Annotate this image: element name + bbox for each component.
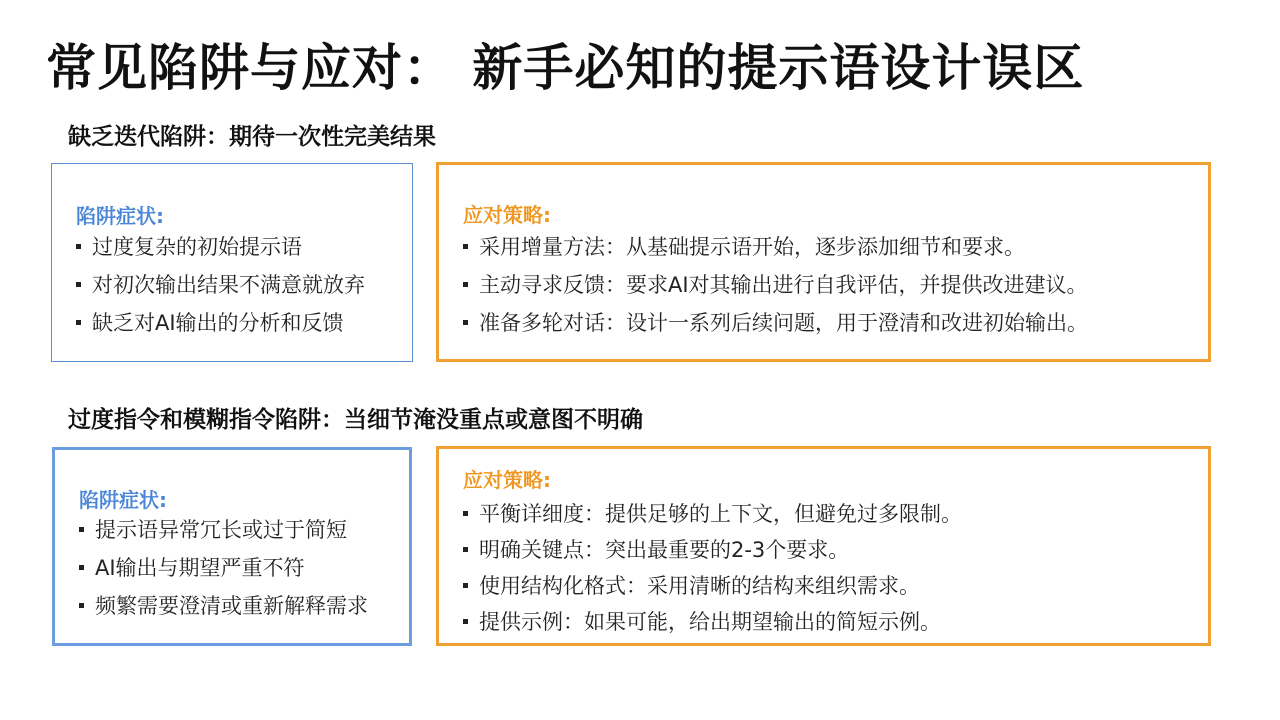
bullet-icon [76,282,81,287]
list-item: 频繁需要澄清或重新解释需求 [79,596,368,617]
strategies-list [463,504,962,633]
list-item: 提供示例：如果可能，给出期望输出的简短示例。 [463,612,962,633]
slide-title: 常见陷阱与应对： 新手必知的提示语设计误区 [46,39,1085,97]
bullet-icon [463,511,468,516]
list-item: 缺乏对AI输出的分析和反馈 [76,313,365,334]
bullet-icon [76,320,81,325]
symptoms-title: 陷阱症状: [76,204,164,228]
bullet-icon [463,583,468,588]
strategies-box-instructions [436,446,1211,646]
symptoms-box-instructions [52,447,412,646]
list-item: 准备多轮对话：设计一系列后续问题，用于澄清和改进初始输出。 [463,313,1088,334]
bullet-icon [79,603,84,608]
list-item: 过度复杂的初始提示语 [76,237,365,258]
symptoms-list [79,520,368,617]
list-item: 平衡详细度：提供足够的上下文，但避免过多限制。 [463,504,962,525]
strategies-title: 应对策略: [463,203,551,227]
bullet-icon [463,244,468,249]
list-item: 主动寻求反馈：要求AI对其输出进行自我评估，并提供改进建议。 [463,275,1088,296]
list-item: 采用增量方法：从基础提示语开始，逐步添加细节和要求。 [463,237,1088,258]
bullet-icon [463,320,468,325]
bullet-icon [463,547,468,552]
bullet-icon [79,527,84,532]
list-item: 明确关键点：突出最重要的2-3个要求。 [463,540,962,561]
list-item: 使用结构化格式：采用清晰的结构来组织需求。 [463,576,962,597]
symptoms-list [76,237,365,334]
section-heading-instructions: 过度指令和模糊指令陷阱：当细节淹没重点或意图不明确 [68,407,643,433]
list-item: 提示语异常冗长或过于简短 [79,520,368,541]
bullet-icon [463,282,468,287]
strategies-title: 应对策略: [463,468,551,492]
bullet-icon [463,619,468,624]
strategies-box-iteration [436,162,1211,362]
symptoms-box-iteration [51,163,413,362]
symptoms-title: 陷阱症状: [79,488,167,512]
section-heading-iteration: 缺乏迭代陷阱：期待一次性完美结果 [68,124,436,150]
bullet-icon [76,244,81,249]
bullet-icon [79,565,84,570]
strategies-list [463,237,1088,334]
list-item: AI输出与期望严重不符 [79,558,368,579]
list-item: 对初次输出结果不满意就放弃 [76,275,365,296]
